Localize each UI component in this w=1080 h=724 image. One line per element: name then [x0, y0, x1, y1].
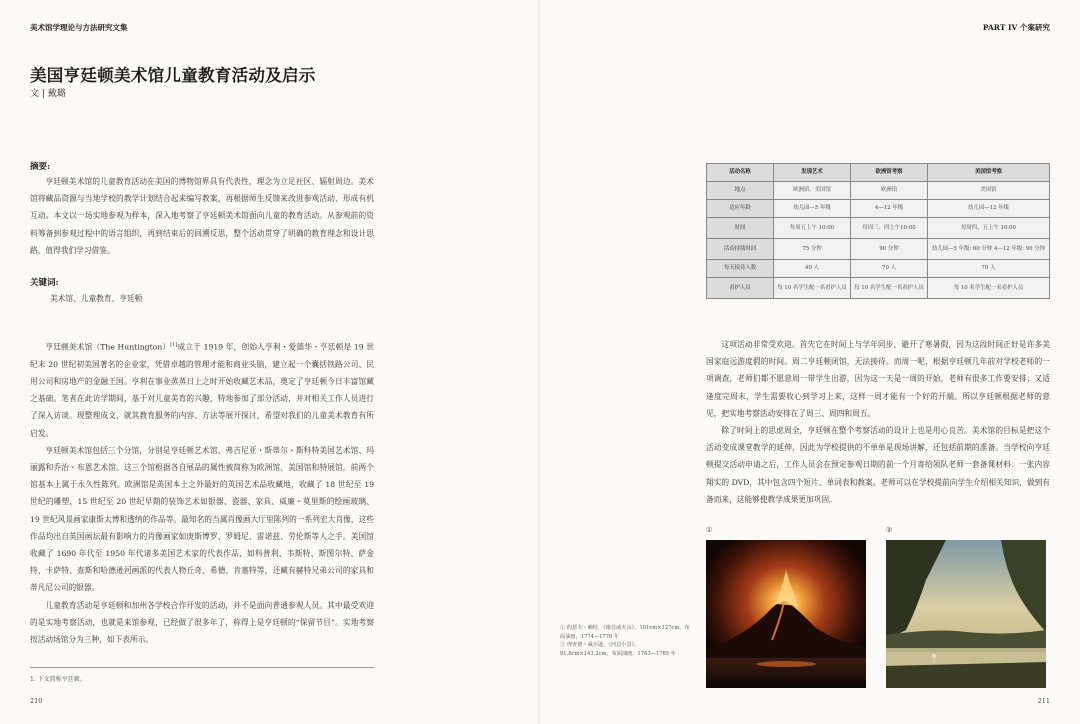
- article-byline: 文 | 戴璐: [30, 89, 66, 99]
- table-row-header: 时间: [707, 218, 774, 239]
- table-cell: 70 人: [851, 260, 928, 278]
- table-row: [707, 239, 1050, 260]
- table-cell: 75 分钟: [774, 239, 851, 260]
- body-left: [30, 337, 374, 648]
- table-cell: 欧洲馆: [851, 182, 928, 200]
- running-header-right: PART IV 个案研究: [982, 23, 1050, 32]
- table-row: [707, 218, 1050, 239]
- figure-2-caption: ② 理查德・威尔逊，《河边小景》，91.8cm×143.2cm，布面油画，1763—1765 年: [560, 642, 676, 657]
- footnote-rule: [30, 667, 374, 668]
- table-cell: 每周五上午 10:00: [774, 218, 851, 239]
- body-paragraph-2: 亨廷顿美术馆包括三个分馆，分别是亨廷顿艺术馆、弗吉尼亚・斯蒂尔・斯科特美国艺术馆、玛丽露和乔治・布恩艺术馆。这三个馆根据各自展品的属性被简称为欧洲馆、美国馆和特展馆。前两个馆基本上属于永久性陈列。欧洲馆是英国本土之外最好的英国艺术品收藏地，收藏了 18 世纪至 19 世纪的雕塑，15 世纪至 20 世纪早期的装饰艺术如银器、瓷器、家具、威廉・莫里斯的绘画玻璃、19 世纪风景画家康斯太博和透纳的作品等。最知名的当属肖像画大厅里陈列的一系列宏大肖像，这些作品均出自英国画坛最有影响力的肖像画家如庚斯博罗、罗姆尼、雷诺兹、劳伦斯等人之手。美国馆收藏了 1690 年代至 1950 年代诸多美国艺术家的代表作品，如科普利、韦斯特、斯图尔特、萨金特、卡萨特、查斯和哈德逊河画派的代表人物丘奇、希德、肯塞特等，还藏有赫特兄弟公司的家具和蒂凡尼公司的银器。: [30, 445, 374, 593]
- table-cell: 每周三、四上午10:00: [851, 218, 928, 239]
- body-right-paragraph-2: 除了时间上的思虑周全，亨廷顿在整个考察活动的设计上也是用心良苦。美术馆的目标是把这个活动变成课堂教学的延伸，因此为学校提供的不单单是现场讲解，还包括前期的准备。当学校向亨廷顿提交活动申请之后，工作人员会在预定参观日期的前一个月寄给领队老师一套备课材料：一张内容翔实的 DVD，其中包含四个短片、单词表和教案。老师可以在学校提前向学生介绍相关知识，做到有备而来，这能够使教学成果更加巩固。: [706, 426, 1050, 504]
- table-cell: 每 10 名学生配一名看护人员: [928, 278, 1050, 299]
- table-row-header: 看护人员: [707, 278, 774, 299]
- figure-1-caption: ① 约瑟夫・赖特，《维苏威火山》，101cm×127cm，布面油画，1774—1776 年: [560, 625, 690, 640]
- table-cell: 40 人: [774, 260, 851, 278]
- table-cell: 90 分钟: [851, 239, 928, 260]
- table-cell: 幼儿园—5 年级: [774, 200, 851, 218]
- right-page: [540, 0, 1080, 724]
- table-cell: 美国馆: [928, 182, 1050, 200]
- activity-table: [706, 163, 1050, 299]
- running-header-left: 美术馆学理论与方法研究文集: [30, 23, 128, 32]
- page-number-right: 211: [1037, 697, 1050, 705]
- table-cell: 欧洲馆、美国馆: [774, 182, 851, 200]
- table-cell: 幼儿园—5 年级: 60 分钟 4—12 年级: 90 分钟: [928, 239, 1050, 260]
- vesuvius-painting-image: [706, 540, 866, 688]
- keywords-text: 美术馆、儿童教育、亨廷顿: [50, 294, 143, 303]
- footnote: 1. 下文简称亨廷顿。: [30, 676, 86, 683]
- table-cell: 每 10 名学生配一名看护人员: [774, 278, 851, 299]
- table-row: [707, 260, 1050, 278]
- footnote-ref: [1]: [170, 342, 178, 348]
- page-number-left: 210: [30, 697, 43, 705]
- table-cell: 4—12 年级: [851, 200, 928, 218]
- table-cell: 70 人: [928, 260, 1050, 278]
- table-row: [707, 278, 1050, 299]
- table-row: [707, 182, 1050, 200]
- table-cell: 每 10 名学生配一名看护人员: [851, 278, 928, 299]
- body-p1-start: 亨廷顿美术馆（The Huntington）: [45, 342, 171, 352]
- table-row-header: 活动持续时间: [707, 239, 774, 260]
- abstract-paragraph: 亨廷顿美术馆的儿童教育活动在美国的博物馆界具有代表性，理念为立足社区、辐射周边。美术馆将藏品资源与当地学校的教学计划结合起来编写教案，再根据师生反馈来改进参观活动，形成有机互动。本文以一场实地参观为样本，深入地考察了亨廷顿美术馆面向儿童的教育活动。从参观前的资料筹备到参观过程中的语言组织，再到结束后的回溯反思，整个活动贯穿了明确的教育理念和设计思路，值得我们学习借鉴。: [30, 177, 374, 255]
- table-row-header: 每天接待人数: [707, 260, 774, 278]
- figure-1-number: ①: [706, 526, 713, 534]
- abstract-text: [30, 173, 374, 259]
- figure-captions: [560, 624, 690, 658]
- body-right: [706, 336, 1050, 508]
- keywords-heading: 关键词:: [30, 278, 59, 288]
- table-header-cell: 活动名称: [707, 164, 774, 182]
- body-paragraph-3: 儿童教育活动是亨廷顿和加州各学校合作开发的活动，并不是面向普通参观人员。其中最受欢迎的是实地考察活动，也就是来馆参观，已经做了很多年了，称得上是亨廷顿的“保留节目”。实地考察按活动场馆分为三种，如下表所示。: [30, 600, 374, 645]
- table-header-row: [707, 164, 1050, 182]
- table-header-cell: 发现艺术: [774, 164, 851, 182]
- table-cell: 每周四、五上午 10:00: [928, 218, 1050, 239]
- table-header-cell: 美国馆考察: [928, 164, 1050, 182]
- table-row: [707, 200, 1050, 218]
- table-row-header: 地点: [707, 182, 774, 200]
- river-landscape-painting-image: [886, 540, 1046, 688]
- abstract-heading: 摘要:: [30, 162, 51, 172]
- table-row-header: 适应年龄: [707, 200, 774, 218]
- figure-2-number: ②: [886, 526, 893, 534]
- table-cell: 幼儿园—12 年级: [928, 200, 1050, 218]
- body-p1-rest: 成立于 1919 年，创始人亨利・爱德华・亨廷顿是 19 世纪末 20 世纪初美国著名的企业家，凭借卓越的管理才能和商业头脑，建立起一个囊括铁路公司、民用公司和房地产的金融王国。亨利在事业蒸蒸日上之时开始收藏艺术品，奠定了亨廷顿今日丰富馆藏之基础。笔者在此访学期间，基于对儿童美育的兴趣，特地参加了部分活动，并对相关工作人员进行了深入访谈。现整理成文，就其教育服务的内容、方法等展开探讨，希望对我们的儿童美术教育有所启发。: [30, 342, 374, 438]
- article-title: 美国亨廷顿美术馆儿童教育活动及启示: [30, 66, 316, 85]
- body-paragraph-1: [30, 337, 374, 442]
- body-right-paragraph-1: 这项活动非常受欢迎。首先它在时间上与学年同步，避开了寒暑假，因为这段时间正好是许多美国家庭远游度假的时间。周二亨廷顿闭馆，无法接待。而周一呢，根据亨廷顿几年前对学校老师的一项调查，老师们都不愿意周一带学生出游，因为这一天是一周的开始，老师有很多工作要安排；又适逢度完周末，学生需要收心到学习上来，这样一周才能有一个好的开端。所以亨廷顿根据老师的意见，把实地考察活动安排在了周三、周四和周五。: [706, 340, 1050, 418]
- table-header-cell: 欧洲馆考察: [851, 164, 928, 182]
